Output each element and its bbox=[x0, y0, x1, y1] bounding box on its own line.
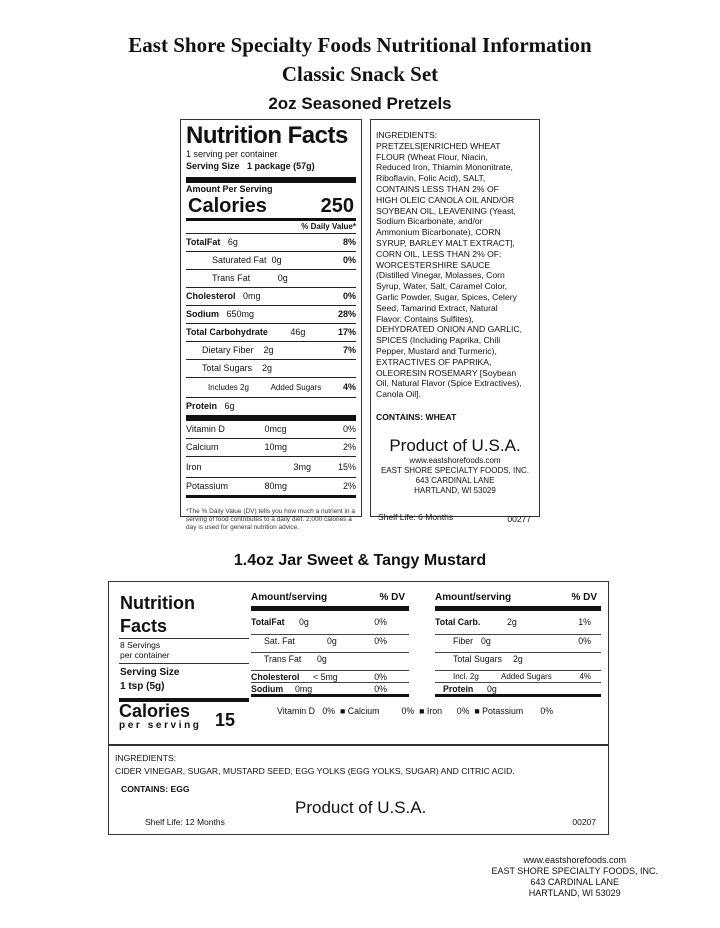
bullet-icon: ■ bbox=[419, 706, 425, 716]
pretzel-ingredients: INGREDIENTS: PRETZELS[ENRICHED WHEAT FLOUR (Wheat Flour, Niacin, Reduced Iron, Thiamin Mononitrate, Riboflavin, Folic Acid), SALT, CONTAINS LESS THAN 2% OF HIGH OLEIC CANOLA OIL AND/OR SOYBEAN OIL, LEAVENING (Yeast, Sodium Bicarbonate, and/or Ammonium Bicarbonate), CORN SYRUP, BARLEY MALT EXTRACT], CORN OIL, LESS THAN 2% OF: WORCESTERSHIRE SAUCE (Distilled Vinegar, Molasses, Corn Syrup, Water, Salt, Caramel Color, Garlic Powder, Sugar, Spices, Celery Seed, Tamarind Extract, Natural Flavor. Contains Sulfites), DEHYDRATED ONION AND GARLIC, SPICES (Including Paprika, Chili Pepper, Mustard and Turmeric), EXTRACTIVES OF PAPRIKA, OLEORESIN ROSEMARY [Soybean Oil, Natural Flavor (Spice Extractives), Canola Oil]. bbox=[376, 130, 522, 400]
row-potassium: Potassium 80mg 2% bbox=[186, 477, 356, 495]
bullet-icon: ■ bbox=[339, 706, 346, 716]
bullet-icon: ■ bbox=[474, 706, 480, 716]
mustard-row-cholesterol: Cholesterol < 5mg 0% bbox=[251, 670, 409, 683]
page-title-line2: Classic Snack Set bbox=[281, 62, 439, 86]
mustard-right-column: Amount/serving % DV Total Carb. 2g 1% Fiber 0g 0% Total Sugars 2g Incl. 2g Added Sugars 4% Protein 0g bbox=[435, 592, 601, 702]
mustard-servings: 8 Servings per container bbox=[120, 640, 170, 660]
mustard-row-total-carb: Total Carb. 2g 1% bbox=[435, 617, 591, 627]
mustard-serving-size: Serving Size 1 tsp (5g) bbox=[120, 667, 180, 692]
row-total-fat: TotalFat 6g 8% bbox=[186, 233, 356, 251]
mustard-row-fiber: Fiber 0g 0% bbox=[435, 634, 601, 647]
mustard-row-sat-fat: Sat. Fat 0g 0% bbox=[251, 634, 409, 647]
mustard-per-serving: per serving bbox=[119, 720, 202, 731]
calories-row bbox=[186, 194, 356, 218]
pretzel-code: 00277 bbox=[507, 513, 531, 524]
mustard-code: 00207 bbox=[572, 817, 596, 827]
serving-size-label: Serving Size bbox=[186, 161, 240, 171]
pretzel-allergens: CONTAINS: WHEAT bbox=[376, 411, 457, 422]
pretzel-product-of: Product of U.S.A. bbox=[389, 435, 521, 455]
mustard-left-column: Amount/serving % DV TotalFat 0g 0% Sat. Fat 0g 0% Trans Fat 0g Cholesterol < 5mg 0% Sodium 0mg 0% bbox=[251, 592, 409, 702]
mustard-ingredients: CIDER VINEGAR, SUGAR, MUSTARD SEED, EGG YOLKS (EGG YOLKS, SUGAR) AND CITRIC ACID. bbox=[115, 766, 515, 776]
mustard-row-protein: Protein 0g bbox=[435, 682, 601, 695]
nutrition-facts-title: Nutrition Facts bbox=[186, 122, 348, 149]
row-trans-fat: Trans Fat 0g bbox=[186, 269, 356, 287]
row-sodium: Sodium 650mg 28% bbox=[186, 305, 356, 323]
mustard-calories-label: Calories bbox=[119, 701, 191, 721]
pretzel-heading: 2oz Seasoned Pretzels bbox=[268, 94, 452, 113]
mustard-product-of: Product of U.S.A. bbox=[295, 798, 427, 817]
row-added-sugars: Includes 2g Added Sugars 4% bbox=[186, 377, 356, 397]
mustard-row-added-sugars: Incl. 2g Added Sugars 4% bbox=[435, 670, 601, 683]
row-calcium: Calcium 10mg 2% bbox=[186, 438, 356, 456]
row-dietary-fiber: Dietary Fiber 2g 7% bbox=[186, 341, 356, 359]
mustard-ingredients-label: INGREDIENTS: bbox=[115, 753, 177, 763]
mustard-nf-title: Nutrition Facts bbox=[120, 593, 195, 636]
mustard-vitamins-row: Vitamin D 0% ■ Calcium 0% ■ Iron 0% ■ Potassium 0% bbox=[277, 706, 554, 716]
mustard-row-sodium: Sodium 0mg 0% bbox=[251, 682, 409, 695]
amount-per-serving: Amount Per Serving bbox=[186, 184, 273, 194]
dv-header: % Daily Value* bbox=[301, 222, 356, 231]
serving-size bbox=[186, 161, 356, 171]
mustard-row-sugars: Total Sugars 2g bbox=[435, 652, 601, 665]
mustard-allergens: CONTAINS: EGG bbox=[121, 784, 190, 794]
calories-label: Calories bbox=[188, 195, 267, 217]
mustard-shelf-life: Shelf Life: 12 Months bbox=[145, 817, 225, 827]
row-vitamin-d: Vitamin D 0mcg 0% bbox=[186, 424, 356, 434]
row-protein: Protein 6g bbox=[186, 397, 356, 415]
servings-per-container: 1 serving per container bbox=[186, 149, 278, 159]
row-cholesterol: Cholesterol 0mg 0% bbox=[186, 287, 356, 305]
row-saturated-fat: Saturated Fat 0g 0% bbox=[186, 251, 356, 269]
pretzel-ingredients-panel bbox=[370, 119, 540, 524]
row-total-carbohydrate: Total Carbohydrate 46g 17% bbox=[186, 323, 356, 341]
mustard-row-total-fat: TotalFat 0g 0% bbox=[251, 617, 387, 627]
dv-footnote: *The % Daily Value (DV) tells you how much a nutrient in a serving of food contributes to a daily diet. 2,000 calories a day is used for general nutrition advice. bbox=[186, 508, 355, 531]
mustard-calories-value: 15 bbox=[215, 710, 236, 730]
pretzel-address: www.eastshorefoods.com EAST SHORE SPECIALTY FOODS, INC. 643 CARDINAL LANE HARTLAND, WI 53029 bbox=[380, 455, 530, 495]
page-title bbox=[0, 31, 720, 89]
page-title-line1: East Shore Specialty Foods Nutritional Information bbox=[128, 33, 592, 57]
pretzel-shelf-row bbox=[376, 512, 534, 525]
pretzel-nutrition-facts bbox=[180, 119, 362, 531]
mustard-ingredients-panel bbox=[108, 745, 609, 835]
row-total-sugars: Total Sugars 2g bbox=[186, 359, 356, 377]
footer-address: www.eastshorefoods.com EAST SHORE SPECIALTY FOODS, INC. 643 CARDINAL LANE HARTLAND, WI 53029 bbox=[491, 855, 658, 898]
pretzel-shelf-life: Shelf Life: 6 Months bbox=[378, 511, 454, 522]
row-iron: Iron 3mg 15% bbox=[186, 456, 356, 477]
mustard-heading: 1.4oz Jar Sweet & Tangy Mustard bbox=[233, 552, 487, 569]
serving-size-value: 1 package (57g) bbox=[247, 161, 315, 171]
mustard-row-trans-fat: Trans Fat 0g bbox=[251, 652, 409, 665]
calories-value: 250 bbox=[320, 195, 354, 217]
mustard-nutrition-facts bbox=[108, 581, 609, 745]
